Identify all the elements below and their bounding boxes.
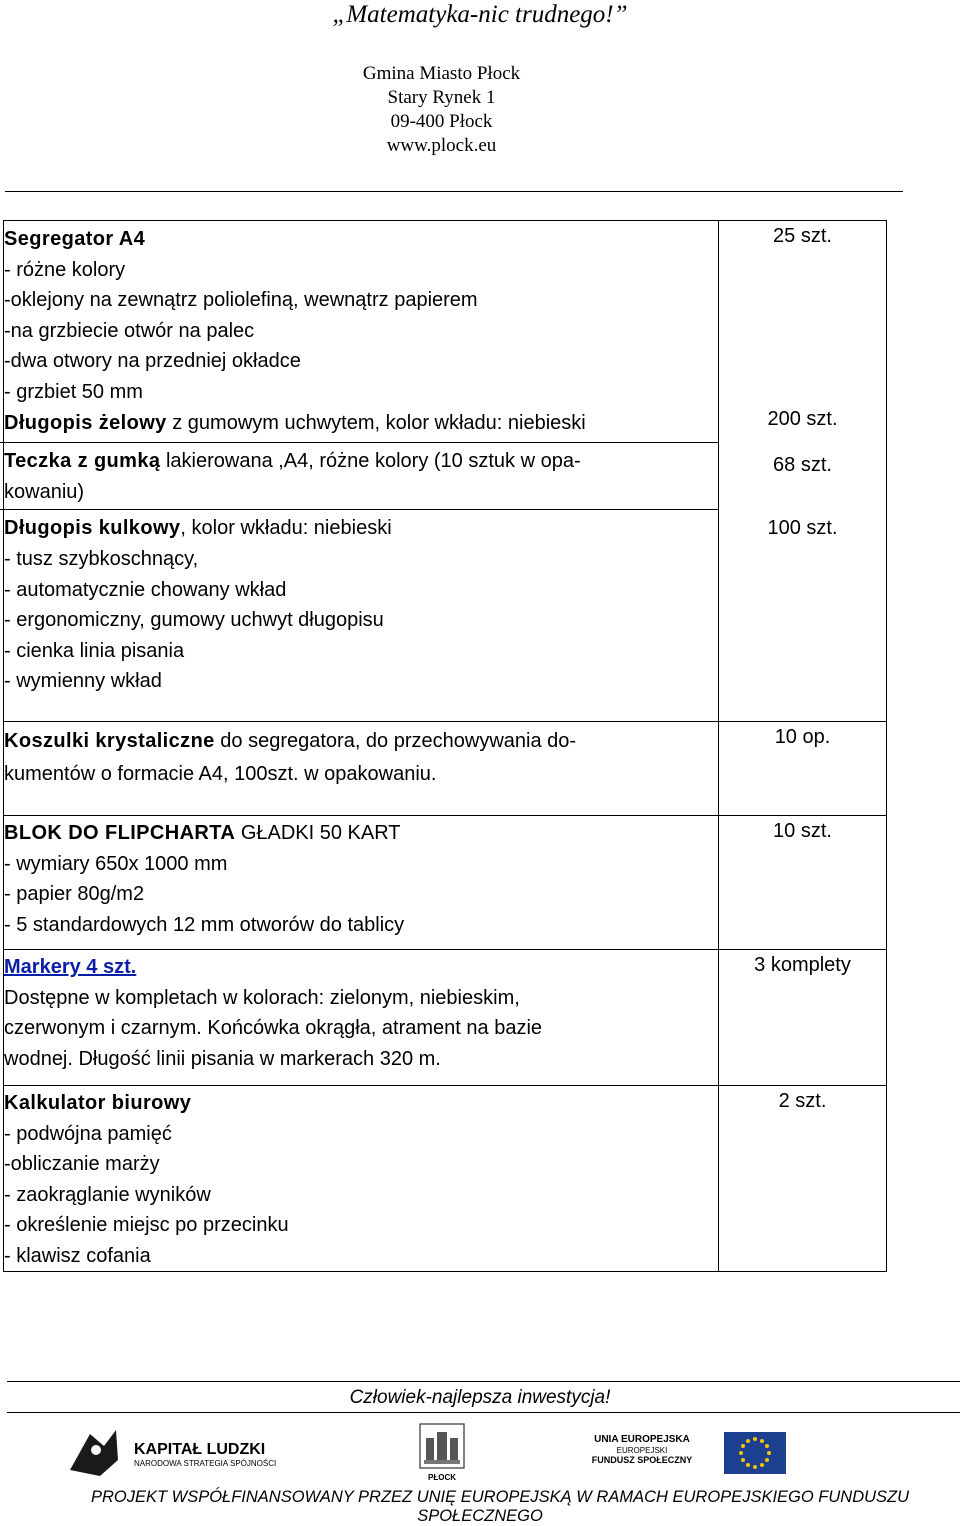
item-detail: lakierowana ,A4, różne kolory (10 sztuk w opa- — [160, 450, 581, 473]
items-table — [3, 220, 887, 1272]
ue-text: UNIA EUROPEJSKA — [594, 1434, 690, 1445]
table-row — [4, 1085, 887, 1272]
item-feature: -oklejony na zewnątrz poliolefiną, wewnątrz papierem — [4, 289, 478, 312]
kapital-ludzki-subtext: NARODOWA STRATEGIA SPÓJNOŚCI — [134, 1459, 277, 1468]
item-feature: - klawisz cofania — [4, 1244, 151, 1267]
item-feature: -dwa otwory na przedniej okładce — [4, 350, 301, 373]
item-feature: - cienka linia pisania — [4, 639, 185, 662]
quantity-value: 100 szt. — [767, 517, 838, 539]
item-name: Długopis żelowy — [4, 411, 167, 434]
quantity-value: 200 szt. — [767, 408, 838, 430]
table-row — [4, 721, 887, 815]
item-name-link[interactable]: Markery 4 szt. — [4, 955, 137, 978]
item-feature: - ergonomiczny, gumowy uchwyt długopisu — [4, 609, 384, 632]
item-detail: do segregatora, do przechowywania do- — [214, 729, 577, 752]
item-description — [4, 1085, 719, 1272]
address-line: Gmina Miasto Płock — [362, 63, 521, 84]
item-detail: GŁADKI 50 KART — [235, 821, 401, 844]
item-name: Kalkulator biurowy — [4, 1091, 192, 1114]
item-feature: - wymienny wkład — [4, 670, 162, 693]
item-name: Długopis kulkowy — [4, 517, 181, 540]
table-row — [4, 221, 887, 722]
funding-logos — [60, 1420, 820, 1484]
ue-subtext: EUROPEJSKI — [616, 1446, 668, 1455]
item-name: BLOK DO FLIPCHARTA — [4, 821, 236, 844]
ue-fund-text: FUNDUSZ SPOŁECZNY — [591, 1455, 693, 1465]
plock-crest-text: PŁOCK — [428, 1473, 456, 1482]
item-description — [4, 721, 719, 815]
item-feature: - różne kolory — [4, 258, 126, 281]
item-description — [4, 949, 719, 1085]
item-quantity — [719, 1085, 887, 1272]
project-line: PROJEKT WSPÓŁFINANSOWANY PRZEZ UNIĘ EUROPEJSKĄ W RAMACH EUROPEJSKIEGO FUNDUSZU — [90, 1488, 910, 1506]
item-name: Koszulki krystaliczne — [4, 729, 215, 752]
footer-divider — [7, 1381, 960, 1382]
item-quantity — [719, 721, 887, 815]
item-feature: - zaokrąglanie wyników — [4, 1183, 211, 1206]
ue-efs-logo — [592, 1432, 786, 1474]
table-row — [4, 949, 887, 1085]
item-quantity — [719, 221, 887, 722]
item-feature: czerwonym i czarnym. Końcówka okrągła, atrament na bazie — [4, 1017, 543, 1040]
item-quantity — [719, 949, 887, 1085]
item-feature: - tusz szybkoschnący, — [4, 547, 199, 570]
document-title: „Matematyka-nic trudnego!” — [332, 1, 628, 28]
item-feature: - 5 standardowych 12 mm otworów do tablicy — [4, 913, 405, 936]
item-feature: - określenie miejsc po przecinku — [4, 1214, 289, 1237]
plock-crest — [420, 1424, 464, 1482]
item-description — [4, 815, 719, 949]
item-description — [4, 221, 719, 722]
item-detail: z gumowym uchwytem, kolor wkładu: niebieski — [166, 411, 586, 434]
item-detail: kumentów o formacie A4, 100szt. w opakowaniu. — [4, 762, 437, 785]
footer-divider — [7, 1412, 960, 1413]
item-feature: - papier 80g/m2 — [4, 883, 145, 906]
project-line: SPOŁECZNEGO — [417, 1507, 543, 1525]
item-feature: - podwójna pamięć — [4, 1122, 172, 1145]
quantity-value: 10 op. — [774, 725, 831, 748]
address-line: Stary Rynek 1 — [387, 87, 496, 108]
item-feature: -na grzbiecie otwór na palec — [4, 319, 255, 342]
header-divider — [5, 191, 903, 192]
quantity-value: 3 komplety — [754, 953, 851, 976]
item-name: Segregator A4 — [4, 228, 146, 250]
address-line: 09-400 Płock — [390, 111, 493, 132]
address-website[interactable]: www.plock.eu — [386, 135, 497, 156]
item-name: Teczka z gumką — [4, 450, 161, 473]
quantity-value: 2 szt. — [778, 1089, 827, 1112]
item-feature: - wymiary 650x 1000 mm — [4, 852, 228, 875]
kapital-ludzki-text: KAPITAŁ LUDZKI — [134, 1441, 266, 1458]
address-block — [0, 62, 883, 158]
item-feature: - grzbiet 50 mm — [4, 380, 143, 403]
item-feature: wodnej. Długość linii pisania w markerach 320 m. — [4, 1047, 441, 1070]
project-funding-note — [0, 1488, 960, 1526]
quantity-value: 68 szt. — [773, 454, 832, 476]
item-detail: , kolor wkładu: niebieski — [180, 517, 392, 540]
footer-slogan: Człowiek-najlepsza inwestycja! — [349, 1387, 611, 1408]
item-detail: kowaniu) — [4, 480, 85, 503]
item-feature: Dostępne w kompletach w kolorach: zielonym, niebieskim, — [4, 986, 520, 1009]
quantity-value: 25 szt. — [773, 225, 832, 247]
item-feature: -obliczanie marży — [4, 1153, 160, 1176]
kapital-ludzki-logo — [70, 1430, 276, 1476]
quantity-value: 10 szt. — [773, 819, 832, 842]
item-feature: - automatycznie chowany wkład — [4, 578, 287, 601]
table-row — [4, 815, 887, 949]
item-quantity — [719, 815, 887, 949]
